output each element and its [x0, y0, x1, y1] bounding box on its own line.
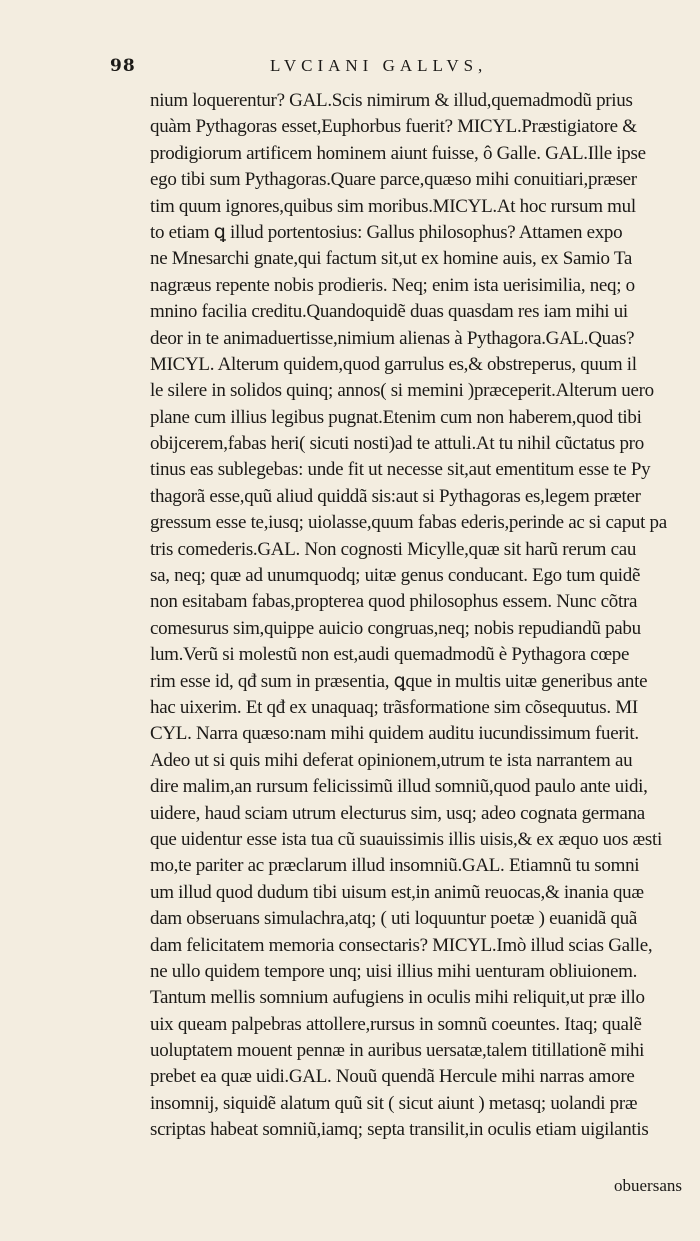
text-line: nium loquerentur? GAL.Scis nimirum & illud,quemadmodũ prius — [150, 90, 633, 111]
text-line: ego tibi sum Pythagoras.Quare parce,quæso mihi conuitiari,præser — [150, 169, 637, 191]
catchword: obuersans — [614, 1176, 682, 1195]
text-line: hac uixerim. Et qđ ex unaquaq; trãsformatione sim cõsequutus. MI — [150, 696, 638, 718]
text-line: prodigiorum artificem hominem aiunt fuisse, ô Galle. GAL.Ille ipse — [150, 142, 646, 164]
text-line: sa, neq; quæ ad unumquodq; uitæ genus conducant. Ego tum quidẽ — [150, 565, 641, 587]
text-line: ne Mnesarchi gnate,qui factum sit,ut ex homine auis, ex Samio Ta — [150, 248, 632, 270]
text-line: dam obseruans simulachra,atq; ( uti loquuntur poetæ ) euanidã quã — [150, 908, 638, 930]
text-line: dire malim,an rursum felicissimũ illud somniũ,quod paulo ante uidi, — [150, 776, 648, 798]
text-line: uoluptatem mouent pennæ in auribus uersatæ,talem titillationẽ mihi — [150, 1040, 645, 1062]
text-line: prebet ea quæ uidi.GAL. Nouũ quendã Hercule mihi narras amore — [150, 1066, 635, 1088]
text-line: Tantum mellis somnium aufugiens in oculis mihi reliquit,ut præ illo — [150, 987, 645, 1009]
text-line: obijcerem,fabas heri( sicuti nosti)ad te attuli.At tu nihil cũctatus pro — [150, 433, 644, 455]
text-line: dam felicitatem memoria consectaris? MICYL.Imò illud scias Galle, — [150, 934, 653, 956]
text-line: plane cum illius legibus pugnat.Etenim cum non haberem,quod tibi — [150, 406, 642, 428]
text-line: quàm Pythagoras esset,Euphorbus fuerit? MICYL.Præstigiatore & — [150, 116, 637, 138]
text-line: nagræus repente nobis prodieris. Neq; enim ista uerisimilia, neq; o — [150, 274, 635, 296]
text-line: lum.Verũ si molestũ non est,audi quemadmodũ è Pythagora cœpe — [150, 644, 630, 666]
text-line: insomnij, siquidẽ alatum quũ sit ( sicut aiunt ) metasq; uolandi præ — [150, 1092, 638, 1114]
text-line: thagorã esse,quũ aliud quiddã sis:aut si Pythagoras es,legem præter — [150, 485, 641, 507]
text-line: deor in te animaduertisse,nimium alienas à Pythagora.GAL.Quas? — [150, 327, 635, 349]
text-line: mo,te pariter ac præclarum illud insomniũ.GAL. Etiamnũ tu somni — [150, 855, 640, 877]
text-line: tim quum ignores,quibus sim moribus.MICYL.At hoc rursum mul — [150, 195, 636, 217]
text-line: scriptas habeat somniũ,iamq; septa transilit,in oculis etiam uigilantis — [150, 1119, 649, 1141]
text-line: rim esse id, qđ sum in præsentia, ꝗque in multis uitæ generibus ante — [150, 670, 648, 692]
text-line: mnino facilia creditu.Quandoquidẽ duas quasdam res iam mihi ui — [150, 301, 628, 323]
folio-number: 98 — [110, 56, 136, 76]
text-line: tinus eas sublegebas: unde fit ut necesse sit,aut ementitum esse te Py — [150, 459, 651, 481]
text-line: Adeo ut si quis mihi deferat opinionem,utrum te ista narrantem au — [150, 749, 633, 771]
body-text — [150, 88, 684, 1144]
text-line: que uidentur esse ista tua cũ suauissimis illis uisis,& ex æquo uos æsti — [150, 828, 662, 850]
text-line: CYL. Narra quæso:nam mihi quidem auditu iucundissimum fuerit. — [150, 723, 639, 745]
text-line: uidere, haud sciam utrum electurus sim, usq; adeo cognata germana — [150, 802, 645, 824]
text-line: um illud quod dudum tibi uisum est,in animũ reuocas,& inania quæ — [150, 881, 644, 903]
text-line: to etiam ꝗ illud portentosius: Gallus philosophus? Attamen expo — [150, 221, 623, 243]
text-line: MICYL. Alterum quidem,quod garrulus es,& obstreperus, quum il — [150, 353, 637, 375]
text-line: tris comederis.GAL. Non cognosti Micylle,quæ sit harũ rerum cau — [150, 538, 637, 560]
text-line: ne ullo quidem tempore unq; uisi illius mihi uenturam obliuionem. — [150, 960, 638, 982]
text-line: le silere in solidos quinq; annos( si memini )præceperit.Alterum uero — [150, 380, 654, 402]
text-line: uix queam palpebras attollere,rursus in somnũ coeuntes. Itaq; qualẽ — [150, 1013, 642, 1035]
text-line: non esitabam fabas,propterea quod philosophus essem. Nunc cõtra — [150, 591, 638, 613]
page-header — [0, 56, 700, 84]
text-line: gressum esse te,iusq; uiolasse,quum fabas ederis,perinde ac si caput pa — [150, 512, 667, 534]
running-head: LVCIANI GALLVS, — [270, 56, 488, 75]
text-line: comesurus sim,quippe auicio congruas,neq; nobis repudiandũ pabu — [150, 617, 641, 639]
